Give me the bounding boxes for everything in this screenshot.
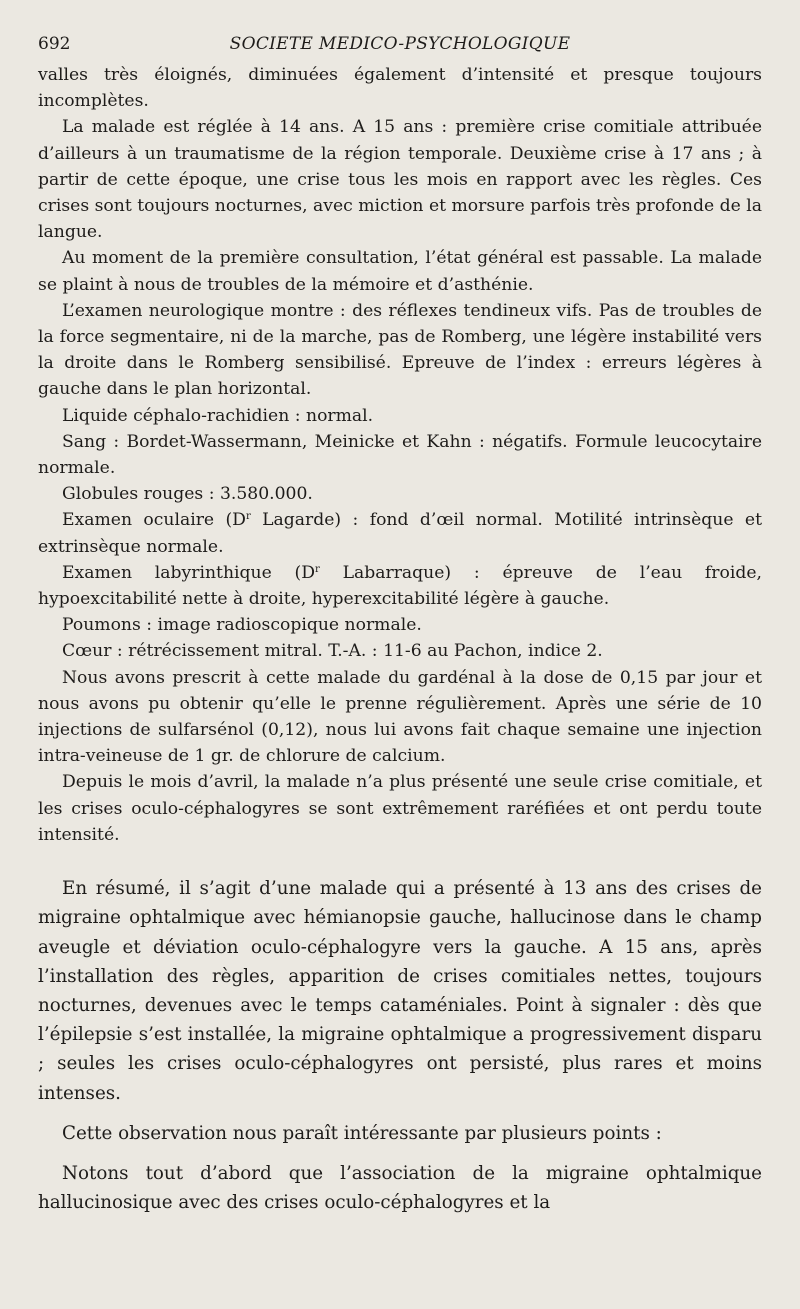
paragraph-outcome: Depuis le mois d’avril, la malade n’a plus présenté une seule crise comitiale, et les crises oculo-céphalogyres se sont extrêmement raréfiées et ont perdu toute intensité. — [38, 772, 762, 845]
paragraph-lungs: Poumons : image radioscopique normale. — [62, 615, 422, 636]
ocular-text-end: Lagarde) : fond d’œil normal. Motilité intrinsèque et extrinsèque normale. — [38, 510, 762, 557]
paragraph-labyrinth-exam — [38, 560, 762, 612]
labyrinth-superscript: r — [315, 563, 320, 575]
page-number: 692 — [38, 34, 71, 54]
paragraph-menstruation: La malade est réglée à 14 ans. A 15 ans : première crise comitiale attribuée d’ailleurs à un traumatisme de la région temporale. Deuxième crise à 17 ans ; à partir de cette époque, une crise tous les mois en rapport avec les règles. Ces crises sont toujours nocturnes, avec miction et morsure parfois très profonde de la langue. — [38, 117, 762, 243]
paragraph-association: Notons tout d’abord que l’association de la migraine ophtalmique hallucinosique avec des crises oculo-céphalogyres et la — [38, 1162, 762, 1214]
paragraph-ocular-exam — [38, 507, 762, 559]
paragraph-heart: Cœur : rétrécissement mitral. T.-A. : 11-6 au Pachon, indice 2. — [62, 641, 603, 662]
labyrinth-text-start: Examen labyrinthique (D — [62, 562, 316, 583]
paragraph-neurological-exam: L’examen neurologique montre : des réflexes tendineux vifs. Pas de troubles de la force segmentaire, ni de la marche, pas de Romberg, une légère instabilité vers la droite dans le Romberg sensibilisé. Epreuve de l’index : erreurs légères à gauche dans le plan horizontal. — [38, 300, 762, 400]
paragraph-interest: Cette observation nous paraît intéressante par plusieurs points : — [62, 1122, 662, 1144]
paragraph-csf: Liquide céphalo-rachidien : normal. — [62, 405, 374, 426]
paragraph-first-consultation: Au moment de la première consultation, l’état général est passable. La malade se plaint à nous de troubles de la mémoire et d’asthénie. — [38, 248, 762, 295]
paragraph-treatment: Nous avons prescrit à cette malade du gardénal à la dose de 0,15 par jour et nous avons pu obtenir qu’elle le prenne régulièrement. Après une série de 10 injections de sulfarsénol (0,12), nous lui avons fait chaque semaine une injection intra-veineuse de 1 gr. de chlorure de calcium. — [38, 667, 762, 767]
paragraph-continuation: valles très éloignés, diminuées également d’intensité et presque toujours incomplètes. — [38, 65, 762, 112]
paragraph-summary: En résumé, il s’agit d’une malade qui a présenté à 13 ans des crises de migraine ophtalmique avec hémianopsie gauche, hallucinose dans le champ aveugle et déviation oculo-céphalogyre vers la gauche. A 15 ans, après l’installation des règles, apparition de crises comitiales nettes, toujours nocturnes, devenues avec le temps cataméniales. Point à signaler : dès que l’épilepsie s’est installée, la migraine ophtalmique a progressivement disparu ; seules les crises oculo-céphalogyres ont persisté, plus rares et moins intenses. — [38, 878, 762, 1104]
journal-title: SOCIETE MEDICO-PSYCHOLOGIQUE — [229, 34, 571, 54]
running-header — [38, 30, 762, 56]
paragraph-red-cells: Globules rouges : 3.580.000. — [62, 484, 313, 505]
ocular-superscript: r — [245, 511, 251, 523]
labyrinth-text-end: Labarraque) : épreuve de l’eau froide, hypoexcitabilité nette à droite, hyperexcitabilité légère à gauche. — [38, 562, 762, 610]
ocular-text-start: Examen oculaire (D — [62, 510, 246, 531]
paragraph-blood: Sang : Bordet-Wassermann, Meinicke et Kahn : négatifs. Formule leucocytaire normale. — [38, 431, 762, 479]
